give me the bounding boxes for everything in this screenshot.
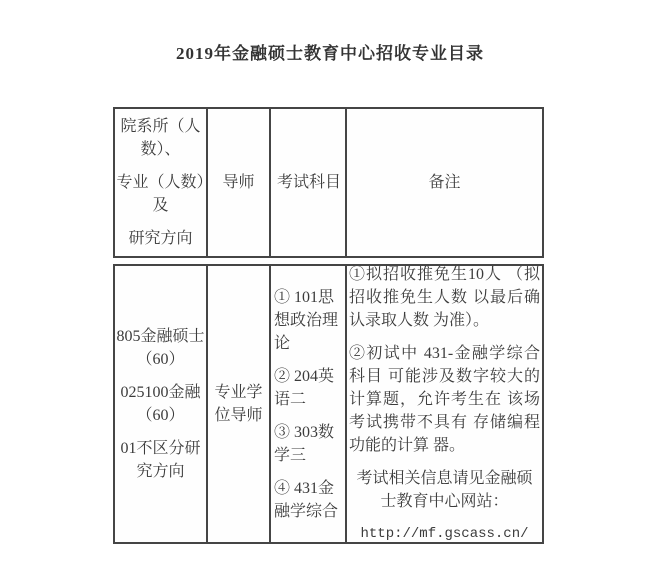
remarks-note: ①拟招收推免生10人 （拟招收推免生人数 以最后确认录取人数 为准）。 [349,266,540,329]
remarks-note: ②初试中 431-金融学综合科目 可能涉及数字较大的计算题，允许考生在 该场考试携带不具有 存储编程功能的计算 器。 [349,344,540,454]
exam-subject-item: ④ 431金融学综合 [274,479,339,520]
table-body-row [113,264,544,544]
header-cell-department [115,109,208,256]
website-url: http://mf.gscass.cn/ [360,525,529,542]
header-exam-subjects-label: 考试科目 [276,174,341,191]
department-program: 805金融硕士（60） [116,328,205,368]
header-department-line: 研究方向 [128,230,193,247]
header-cell-remarks [347,109,542,256]
table-header-row [113,107,544,258]
cell-remarks [347,266,542,542]
supervisor-value: 专业学位导师 [214,384,263,424]
admission-table [113,107,544,544]
header-department-line: 专业（人数）及 [116,174,205,214]
header-cell-exam-subjects [271,109,347,256]
department-research-direction: 01不区分研究方向 [120,440,201,480]
cell-supervisor [208,266,271,542]
header-department-line: 院系所（人数）、 [120,118,201,158]
department-major: 025100金融（60） [120,384,201,424]
page-title: 2019年金融硕士教育中心招收专业目录 [176,44,484,63]
cell-department [115,266,208,542]
header-supervisor-label: 导师 [222,174,255,191]
exam-subject-item: ③ 303数学三 [274,423,335,464]
header-cell-supervisor [208,109,271,256]
cell-exam-subjects [271,266,347,542]
exam-subject-item: ① 101思想政治理论 [274,288,339,352]
exam-subject-item: ② 204英语二 [274,367,335,408]
header-remarks-label: 备注 [428,174,461,191]
remarks-note: 考试相关信息请见金融硕士教育中心网站： [356,469,533,510]
